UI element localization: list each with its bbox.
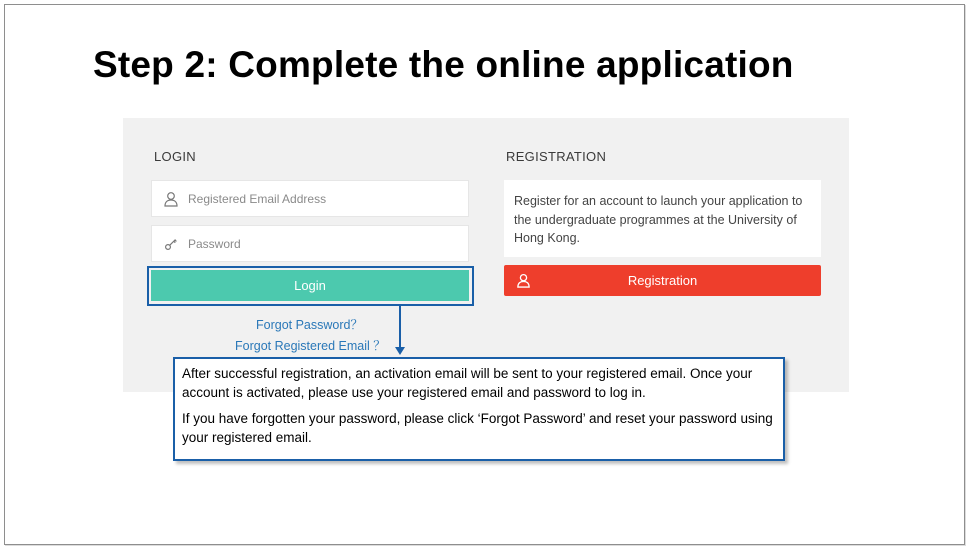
user-icon [516, 273, 531, 288]
key-icon [163, 236, 179, 252]
callout-paragraph-forgot-password: If you have forgotten your password, please click ‘Forgot Password’ and reset your password using your registered email. [182, 411, 773, 445]
registration-description: Register for an account to launch your application to the undergraduate programmes at the University of Hong Kong. [504, 180, 821, 257]
forgot-password-link[interactable]: Forgot Password？ [256, 318, 363, 332]
slide-title: Step 2: Complete the online application [93, 44, 794, 85]
registration-button-label: Registration [627, 273, 698, 288]
password-field[interactable] [151, 225, 469, 262]
registration-heading: REGISTRATION [506, 149, 607, 164]
forgot-registered-email-link[interactable]: Forgot Registered Email ？ [235, 339, 386, 353]
instruction-callout [173, 357, 785, 461]
email-input[interactable] [188, 181, 458, 216]
callout-connector-line [399, 305, 401, 349]
password-input[interactable] [188, 226, 458, 261]
callout-paragraph-activation: After successful registration, an activation email will be sent to your registered email. Once your account is activated, please use your registered email and password to log in. [182, 366, 753, 400]
arrow-down-icon [395, 347, 405, 355]
registration-button[interactable] [504, 265, 821, 296]
login-button[interactable]: Login [151, 270, 469, 301]
login-heading: LOGIN [154, 149, 196, 164]
user-icon [163, 191, 179, 207]
email-field[interactable] [151, 180, 469, 217]
